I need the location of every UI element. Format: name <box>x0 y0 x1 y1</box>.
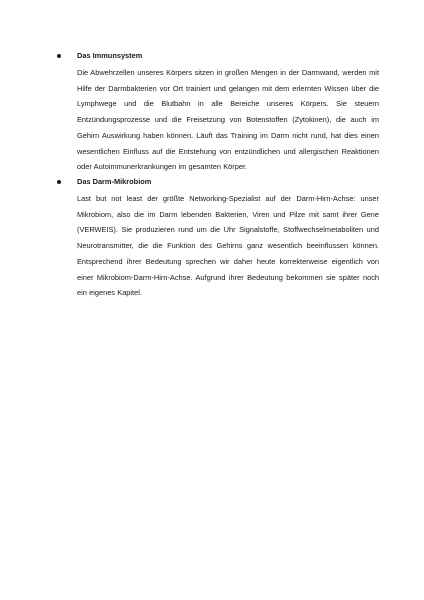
bullet-icon <box>57 54 61 58</box>
section-heading: Das Immunsystem <box>77 51 143 60</box>
section-heading: Das Darm-Mikrobiom <box>77 177 152 186</box>
list-item-darm-mikrobiom <box>57 175 379 301</box>
section-body-text: Die Abwehrzellen unseres Körpers sitzen in großen Mengen in der Darmwand, werden mit Hilfe der Darmbakterien vor Ort trainiert und gelangen mit dem erlernten Wissen über die Lymphwege und die Blutbahn in alle Bereiche unseres Körpers. Sie steuern Entzündungsprozesse und die Freisetzung von Botenstoffen (Zytokinen), die auch im Gehirn Auswirkung haben können. Läuft das Training im Darm nicht rund, hat dies einen wesentlichen Einfluss auf die Entstehung von entzündlichen und allergischen Reaktionen oder Autoimmunerkrankungen im gesamten Körper. <box>77 68 379 172</box>
section-body-text: Last but not least der größte Networking-Spezialist auf der Darm-Hirn-Achse: unser Mikrobiom, also die im Darm lebenden Bakterien, Viren und Pilze mit samt ihrer Gene (VERWEIS). Sie produzieren rund um die Uhr Signalstoffe, Stoffwechselmetaboliten und Neurotransmitter, die die Funktion des Gehirns ganz wesentlich beeinflussen können. Entsprechend ihrer Bedeutung sprechen wir daher heute korrekterweise eigentlich von einer Mikrobiom-Darm-Hirn-Achse. Aufgrund ihrer Bedeutung bekommen sie später noch ein eigenes Kapitel. <box>77 194 379 298</box>
section-heading-row <box>57 175 379 189</box>
section-heading-row <box>57 49 379 63</box>
bullet-icon <box>57 180 61 184</box>
list-item-immunsystem <box>57 49 379 175</box>
